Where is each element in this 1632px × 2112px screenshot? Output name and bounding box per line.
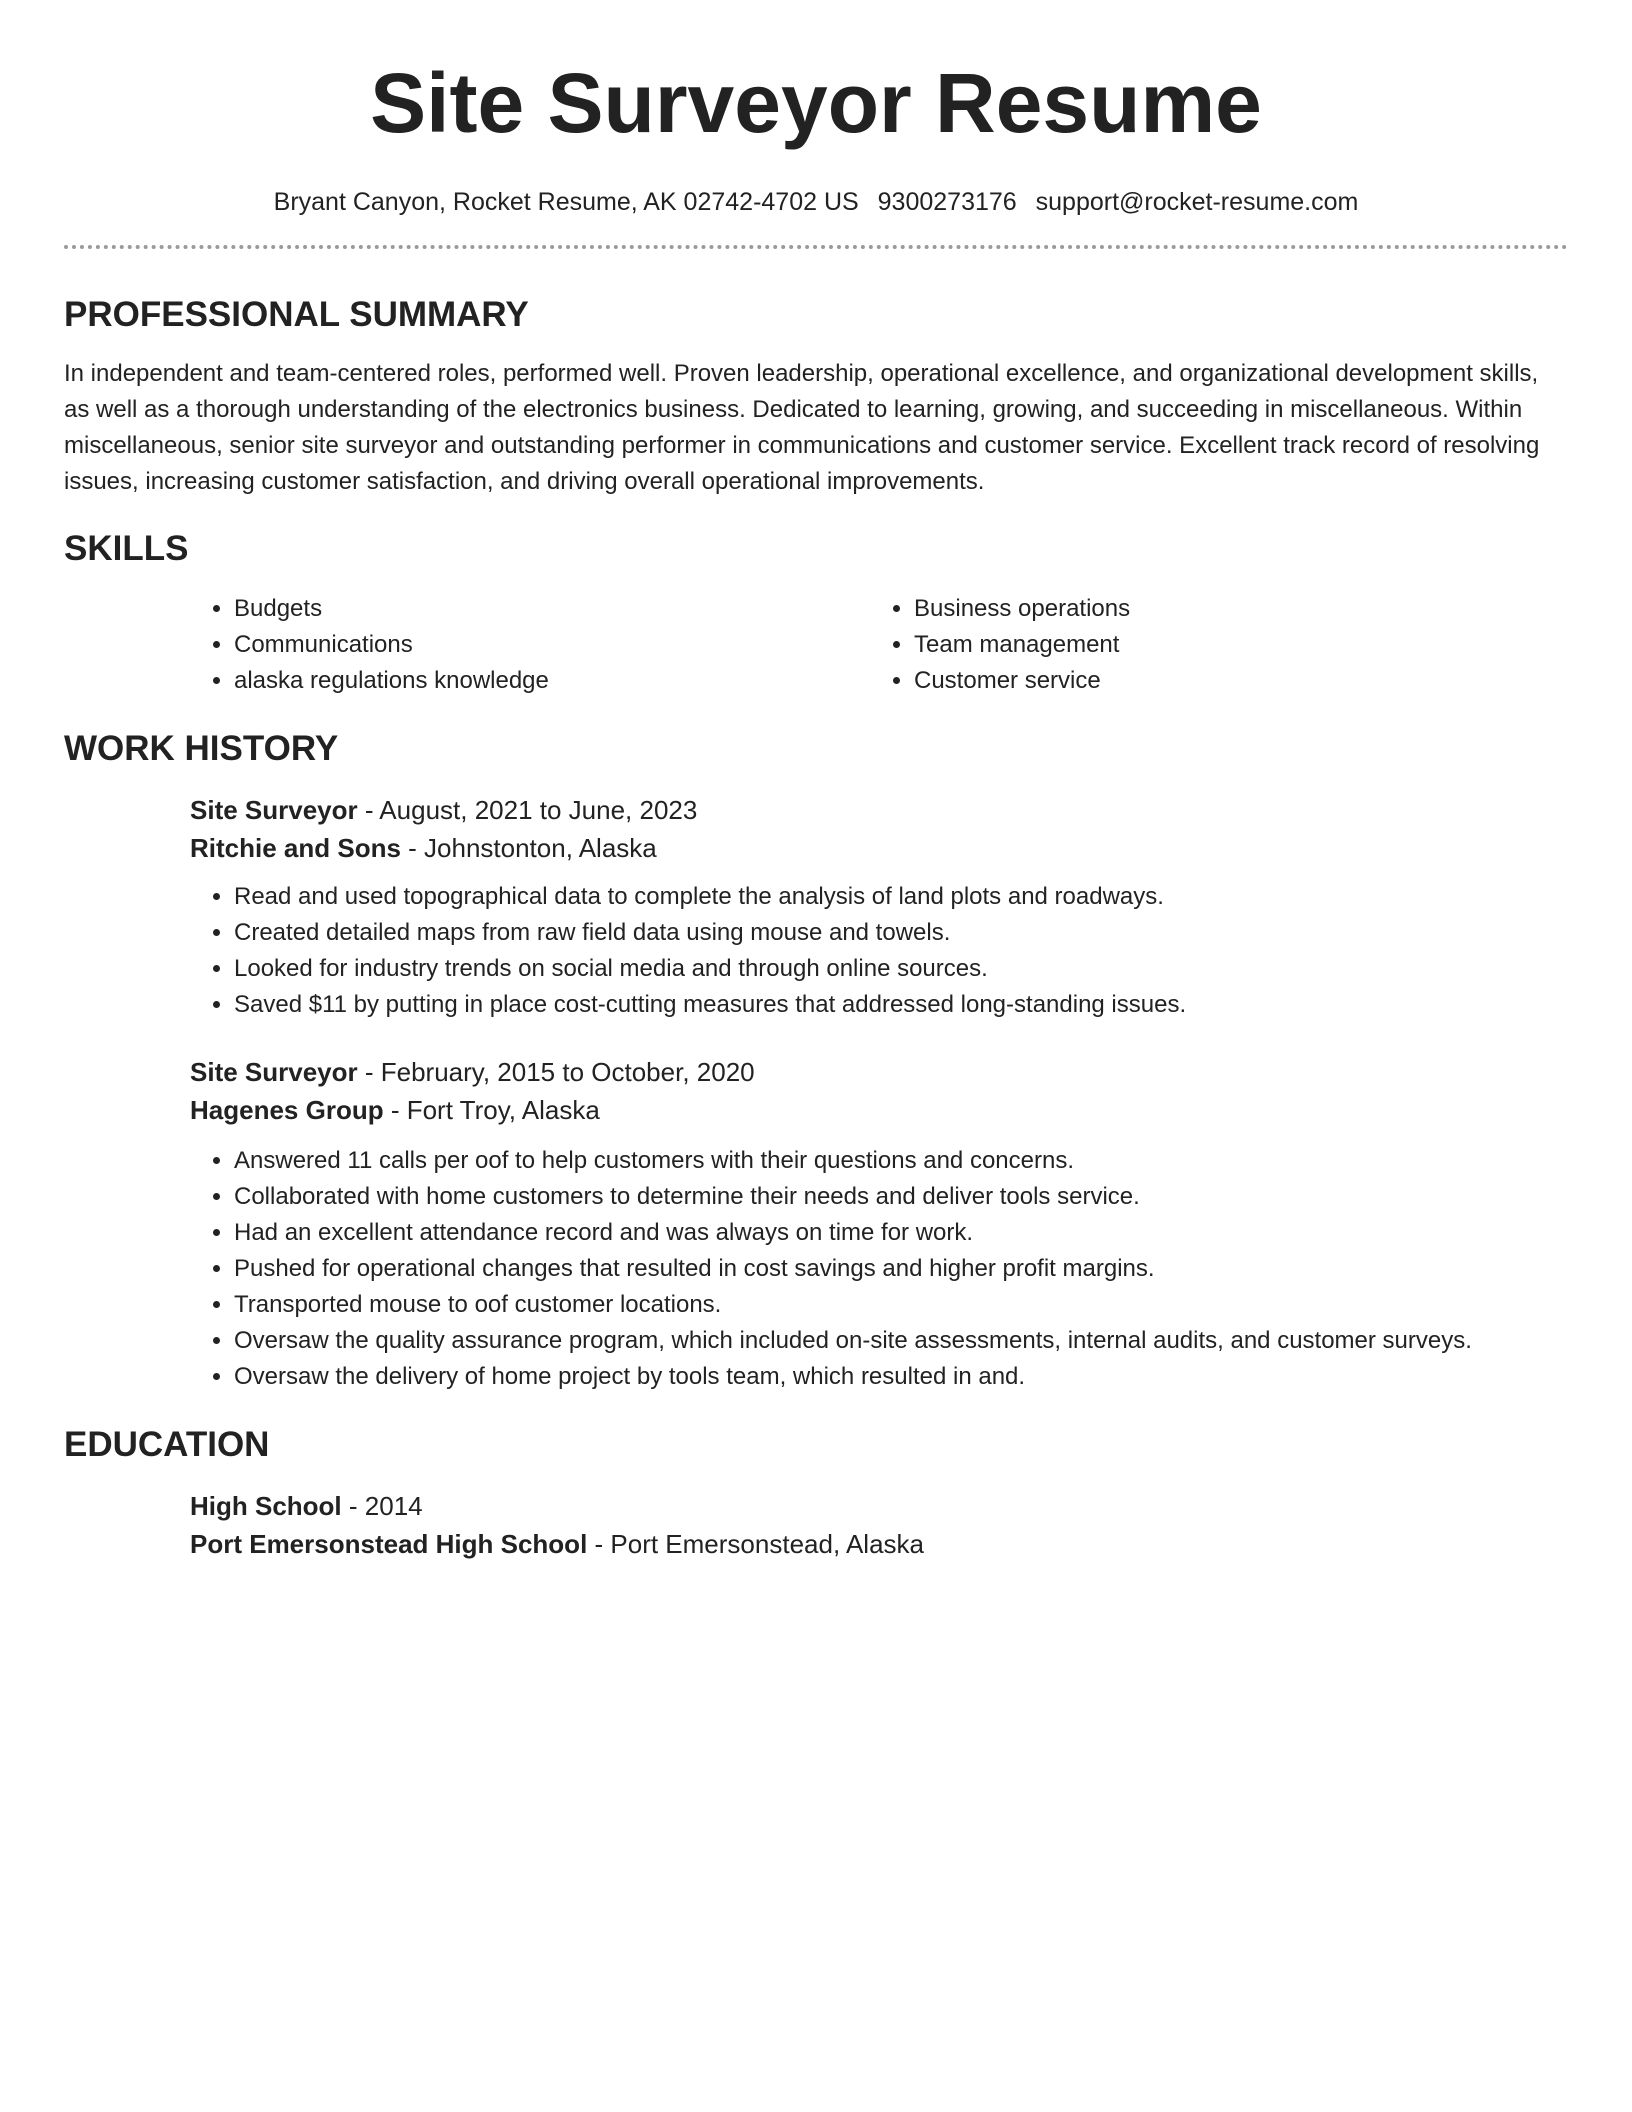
work-history-heading: WORK HISTORY [64,729,339,768]
job-entry [190,791,1568,1023]
education-entry [190,1487,1568,1563]
job-duty: • Created detailed maps from raw field data using mouse and towels. [234,915,1568,951]
job-duty: • Oversaw the delivery of home project by tools team, which resulted in and. [234,1359,1568,1395]
job-dates: - February, 2015 to October, 2020 [357,1057,755,1087]
job-dates: - August, 2021 to June, 2023 [357,795,698,825]
job-title-line [190,1053,1568,1091]
job-duty: • Read and used topographical data to complete the analysis of land plots and roadways. [234,879,1568,915]
header-divider [64,245,1568,249]
summary-text: In independent and team-centered roles, performed well. Proven leadership, operational excellence, and organizational development skills, as well as a thorough understanding of the electronics business. Dedicated to learning, growing, and succeeding in miscellaneous. Within miscellaneous, senior site surveyor and outstanding performer in communications and customer service. Excellent track record of resolving issues, increasing customer satisfaction, and driving overall operational improvements. [64,360,1540,495]
contact-address: Bryant Canyon, Rocket Resume, AK 02742-4702 US [273,188,859,216]
resume-title: Site Surveyor Resume [370,56,1262,150]
job-duty: • Collaborated with home customers to determine their needs and deliver tools service. [234,1179,1568,1215]
job-location: - Johnstonton, Alaska [400,833,657,863]
job-title-line [190,791,1568,829]
skill-item: • Communications [234,627,870,663]
skills-list [190,591,1568,699]
summary-heading: PROFESSIONAL SUMMARY [64,295,529,334]
education-heading: EDUCATION [64,1425,270,1464]
education-degree: High School [190,1491,342,1521]
job-duties [190,1143,1568,1395]
work-history-section [64,727,1568,1395]
skills-column-left [190,591,870,699]
job-company: Ritchie and Sons [190,833,401,863]
job-duty: • Saved $11 by putting in place cost-cutting measures that addressed long-standing issues. [234,987,1568,1023]
job-duty: • Oversaw the quality assurance program, which included on-site assessments, internal audits, and customer surveys. [234,1323,1568,1359]
job-duty: • Had an excellent attendance record and was always on time for work. [234,1215,1568,1251]
job-duty: • Pushed for operational changes that resulted in cost savings and higher profit margins. [234,1251,1568,1287]
education-year: - 2014 [341,1491,423,1521]
education-degree-line [190,1487,1568,1525]
skill-item: • Business operations [914,591,1568,627]
job-company-line [190,829,1568,867]
job-duty: • Looked for industry trends on social media and through online sources. [234,951,1568,987]
contact-email: support@rocket-resume.com [1035,188,1359,216]
job-company: Hagenes Group [190,1095,384,1125]
job-company-line [190,1091,1568,1129]
education-location: - Port Emersonstead, Alaska [587,1529,925,1559]
skills-column-right [870,591,1568,699]
skill-item: • Budgets [234,591,870,627]
skills-heading: SKILLS [64,529,189,568]
summary-section [64,293,1568,500]
education-school: Port Emersonstead High School [190,1529,588,1559]
job-duty: • Transported mouse to oof customer locations. [234,1287,1568,1323]
job-title: Site Surveyor [190,1057,358,1087]
job-entry [190,1053,1568,1395]
education-school-line [190,1525,1568,1563]
skill-item: • alaska regulations knowledge [234,663,870,699]
skills-section [64,527,1568,699]
job-duty: • Answered 11 calls per oof to help customers with their questions and concerns. [234,1143,1568,1179]
job-location: - Fort Troy, Alaska [383,1095,600,1125]
contact-phone: 9300273176 [877,188,1017,216]
education-section [64,1423,1568,1563]
job-title: Site Surveyor [190,795,358,825]
skill-item: • Customer service [914,663,1568,699]
job-duties [190,879,1568,1023]
skill-item: • Team management [914,627,1568,663]
contact-line [64,184,1568,220]
